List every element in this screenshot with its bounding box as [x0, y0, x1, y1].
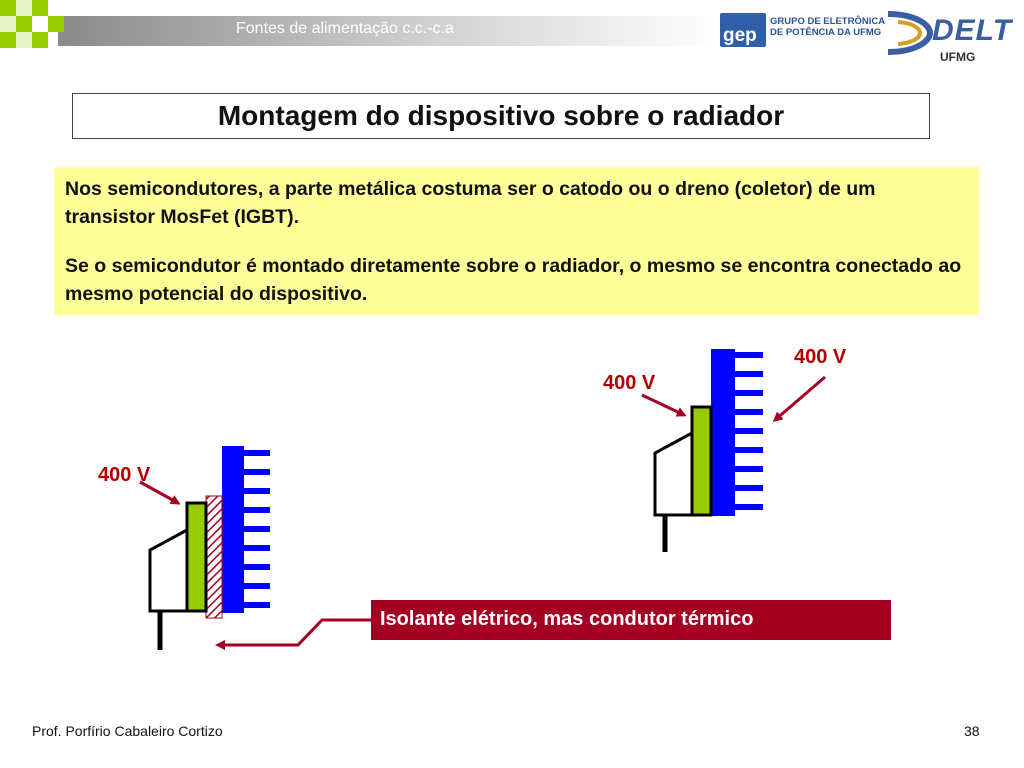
right-device-arrow [642, 395, 684, 415]
delt-logo-text: DELT [932, 14, 1013, 47]
gep-caption: GRUPO DE ELETRÔNICA DE POTÊNCIA DA UFMG [770, 16, 886, 38]
page-number: 38 [964, 723, 980, 739]
paragraph-1: Nos semicondutores, a parte metálica costuma ser o catodo ou o dreno (coletor) de um transistor MosFet (IGBT). [65, 178, 876, 228]
gep-logo-text: gep [723, 25, 757, 46]
left-device-body [150, 530, 187, 611]
right-heatsink [711, 349, 763, 516]
ufmg-logo-text: UFMG [940, 50, 976, 64]
right-heatsink-arrow [775, 377, 825, 420]
insulator-callout-line [218, 620, 371, 645]
left-heatsink [222, 446, 270, 613]
right-device-tab [692, 407, 711, 515]
page-title: Montagem do dispositivo sobre o radiador [217, 100, 785, 131]
left-device-tab [187, 503, 206, 611]
right-device-voltage-label: 400 V [603, 372, 656, 394]
left-voltage-label: 400 V [98, 464, 151, 486]
left-insulator-layer [206, 496, 222, 618]
right-device-body [655, 433, 692, 515]
paragraph-2: Se o semicondutor é montado diretamente sobre o radiador, o mesmo se encontra conectado ao mesmo potencial do dispositivo. [65, 255, 962, 305]
right-heatsink-voltage-label: 400 V [794, 346, 847, 368]
insulator-caption: Isolante elétrico, mas condutor térmico [380, 608, 754, 630]
header-title: Fontes de alimentação c.c.-c.a [236, 20, 454, 37]
footer-author: Prof. Porfírio Cabaleiro Cortizo [32, 723, 223, 739]
